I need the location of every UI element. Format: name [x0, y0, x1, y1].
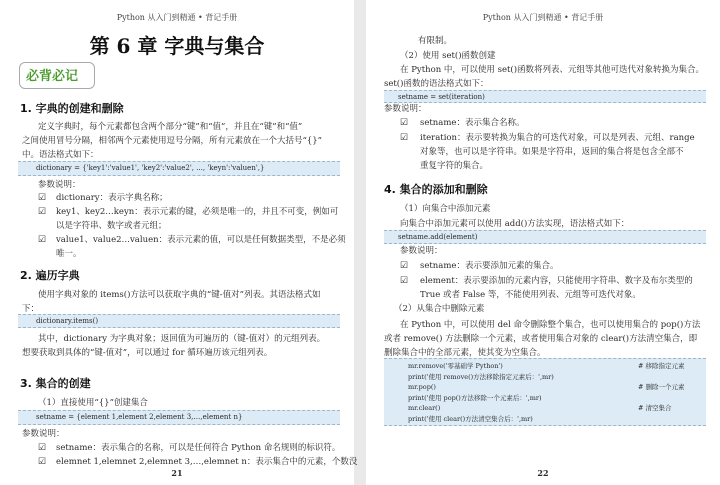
right-page	[366, 0, 720, 485]
paragraph: 在 Python 中，可以使用 del 命令删除整个集合，也可以使用集合的 pop()方法	[400, 320, 701, 330]
list-item: key1、key2…keyn：表示元素的键，必须是唯一的，并且不可变，例如可	[56, 207, 339, 217]
code-line	[408, 403, 706, 414]
paragraph: 或者 remove() 方法删除一个元素，或者使用集合对象的 clear()方法清空集合，即	[384, 334, 698, 344]
section-heading: 4. 集合的添加和删除	[384, 183, 488, 196]
list-item: setname：表示要添加元素的集合。	[420, 261, 559, 271]
paragraph: 有限制。	[418, 36, 453, 46]
code-block	[384, 358, 706, 426]
list-item: 以是字符串、数字或者元组；	[56, 221, 167, 231]
checkbox-icon: ☑	[400, 133, 409, 143]
checkbox-icon: ☑	[400, 118, 409, 128]
subheading: （2）从集合中删除元素	[394, 304, 485, 314]
code-text: mr.clear()	[408, 404, 441, 412]
list-item: True 或者 False 等，不能使用列表、元组等可迭代对象。	[420, 290, 641, 300]
list-item: element：表示要添加的元素内容，只能使用字符串、数字及布尔类型的	[420, 276, 693, 286]
list-item: setname：表示集合名称。	[420, 118, 525, 128]
list-item: value1、value2…valuen：表示元素的值，可以是任何数据类型，不是必须	[56, 235, 346, 245]
list-item: 唯一。	[56, 249, 82, 259]
list-item: iteration：表示要转换为集合的可迭代对象，可以是列表、元组、range	[420, 133, 695, 143]
left-page	[0, 0, 358, 485]
params-label: 参数说明：	[38, 180, 81, 190]
code-line: setname.add(element)	[398, 233, 478, 241]
params-label: 参数说明：	[384, 104, 427, 114]
page-number: 21	[171, 468, 183, 478]
paragraph: 删除集合中的全部元素，使其变为空集合。	[384, 348, 546, 358]
list-item: 对象等，也可以是字符串。如果是字符串，返回的集合将是包含全部不	[420, 147, 684, 157]
code-block	[18, 314, 340, 328]
list-item: elemnet 1,elemnet 2,elemnet 3,…,elemnet n：表示集合中的元素，个数没	[56, 457, 358, 467]
params-label: 参数说明：	[22, 429, 65, 439]
paragraph: 其中，dictionary 为字典对象；返回值为可遍历的（键-值对）的元组列表。	[38, 334, 326, 344]
section-heading: 3. 集合的创建	[20, 377, 91, 390]
section-heading: 2. 遍历字典	[20, 269, 80, 282]
code-block	[18, 161, 340, 176]
code-text: print('使用 remove()方法移除指定元素后：',mr)	[408, 372, 554, 381]
paragraph: 向集合中添加元素可以使用 add()方法实现，语法格式如下：	[400, 219, 630, 229]
list-item: setname：表示集合的名称，可以是任何符合 Python 命名规则的标识符。	[56, 443, 341, 453]
checkbox-icon: ☑	[38, 457, 47, 467]
code-line: dictionary = {'key1':'value1', 'key2':'value2', ..., 'keyn':'valuen',}	[36, 164, 265, 172]
code-text: mr.pop()	[408, 383, 436, 391]
paragraph: 下：	[22, 304, 40, 314]
subheading: （1）向集合中添加元素	[400, 204, 491, 214]
subheading: （1）直接使用“{}”创建集合	[38, 398, 148, 408]
code-block	[384, 90, 706, 103]
paragraph: 中。语法格式如下：	[22, 150, 99, 160]
code-line	[408, 361, 706, 372]
code-text: print('使用 clear()方法清空集合后：',mr)	[408, 414, 533, 423]
code-text: print('使用 pop()方法移除一个元素后：',mr)	[408, 393, 542, 402]
page-number: 22	[537, 468, 549, 478]
paragraph: 定义字典时，每个元素都包含两个部分“键”和“值”，并且在“键”和“值”	[38, 122, 303, 132]
chapter-title: 第 6 章 字典与集合	[89, 34, 265, 58]
code-line	[408, 393, 706, 404]
code-line: setname = set(iteration)	[398, 93, 485, 101]
code-comment: # 清空集合	[638, 404, 672, 412]
code-text: mr.remove('零基础学 Python')	[408, 362, 503, 370]
running-header: Python 从入门到精通 • 背记手册	[482, 13, 604, 22]
list-item: 重复字符的集合。	[420, 161, 489, 171]
code-line: dictionary.items()	[36, 317, 99, 325]
code-block	[384, 230, 706, 244]
checkbox-icon: ☑	[38, 443, 47, 453]
params-label: 参数说明：	[400, 246, 443, 256]
paragraph: set()函数的语法格式如下：	[384, 79, 489, 89]
code-comment: # 删除一个元素	[638, 383, 685, 391]
list-item: dictionary：表示字典名称；	[56, 193, 168, 203]
section-badge: 必背必记	[19, 62, 95, 89]
code-line	[408, 372, 706, 383]
paragraph: 在 Python 中，可以使用 set()函数将列表、元组等其他可迭代对象转换为集合。	[400, 65, 705, 75]
checkbox-icon: ☑	[38, 193, 47, 203]
checkbox-icon: ☑	[400, 276, 409, 286]
checkbox-icon: ☑	[400, 261, 409, 271]
code-block	[18, 410, 340, 425]
running-header: Python 从入门到精通 • 背记手册	[116, 13, 238, 22]
code-line: setname = {element 1,element 2,element 3,…,element n}	[36, 413, 243, 421]
subheading: （2）使用 set()函数创建	[400, 51, 496, 61]
code-comment: # 移除指定元素	[638, 362, 685, 370]
section-heading: 1. 字典的创建和删除	[20, 102, 124, 115]
checkbox-icon: ☑	[38, 235, 47, 245]
checkbox-icon: ☑	[38, 207, 47, 217]
paragraph: 想要获取到具体的“键-值对”，可以通过 for 循环遍历该元组列表。	[22, 348, 273, 358]
paragraph: 使用字典对象的 items()方法可以获取字典的“键-值对”列表。其语法格式如	[38, 290, 321, 300]
code-line	[408, 382, 706, 393]
code-line	[408, 414, 706, 425]
paragraph: 之间使用冒号分隔，相邻两个元素使用逗号分隔，所有元素放在一个大括号“{}”	[22, 136, 323, 146]
